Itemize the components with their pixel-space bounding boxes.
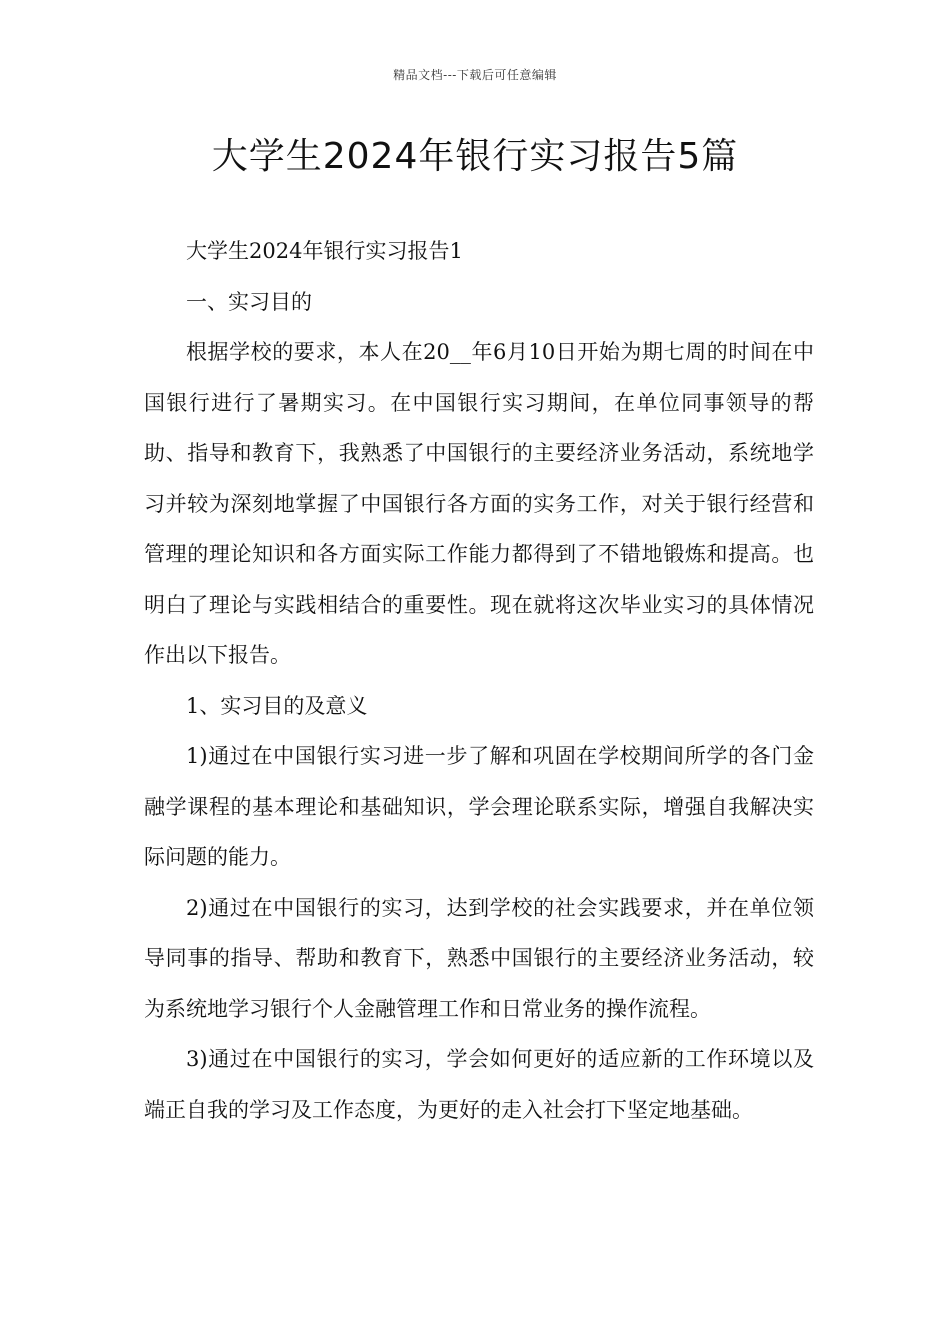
paragraph-item-2: 2)通过在中国银行的实习，达到学校的社会实践要求，并在单位领导同事的指导、帮助和教育下，熟悉中国银行的主要经济业务活动，较为系统地学习银行个人金融管理工作和日常业务的操作流程。 xyxy=(144,895,814,1021)
document-title: 大学生2024年银行实习报告5篇 xyxy=(211,136,739,177)
header-note: 精品文档---下载后可任意编辑 xyxy=(393,68,557,82)
section-heading-purpose: 一、实习目的 xyxy=(186,289,312,314)
document-body xyxy=(144,226,814,1135)
report-subtitle: 大学生2024年银行实习报告1 xyxy=(186,239,463,263)
subsection-heading: 1、实习目的及意义 xyxy=(186,693,368,718)
paragraph-intro: 根据学校的要求，本人在20__年6月10日开始为期七周的时间在中国银行进行了暑期实习。在中国银行实习期间，在单位同事领导的帮助、指导和教育下，我熟悉了中国银行的主要经济业务活动，系统地学习并较为深刻地掌握了中国银行各方面的实务工作，对关于银行经营和管理的理论知识和各方面实际工作能力都得到了不错地锻炼和提高。也明白了理论与实践相结合的重要性。现在就将这次毕业实习的具体情况作出以下报告。 xyxy=(144,340,814,667)
paragraph-item-3: 3)通过在中国银行的实习，学会如何更好的适应新的工作环境以及端正自我的学习及工作态度，为更好的走入社会打下坚定地基础。 xyxy=(144,1047,814,1122)
paragraph-item-1: 1)通过在中国银行实习进一步了解和巩固在学校期间所学的各门金融学课程的基本理论和基础知识，学会理论联系实际，增强自我解决实际问题的能力。 xyxy=(144,744,814,869)
